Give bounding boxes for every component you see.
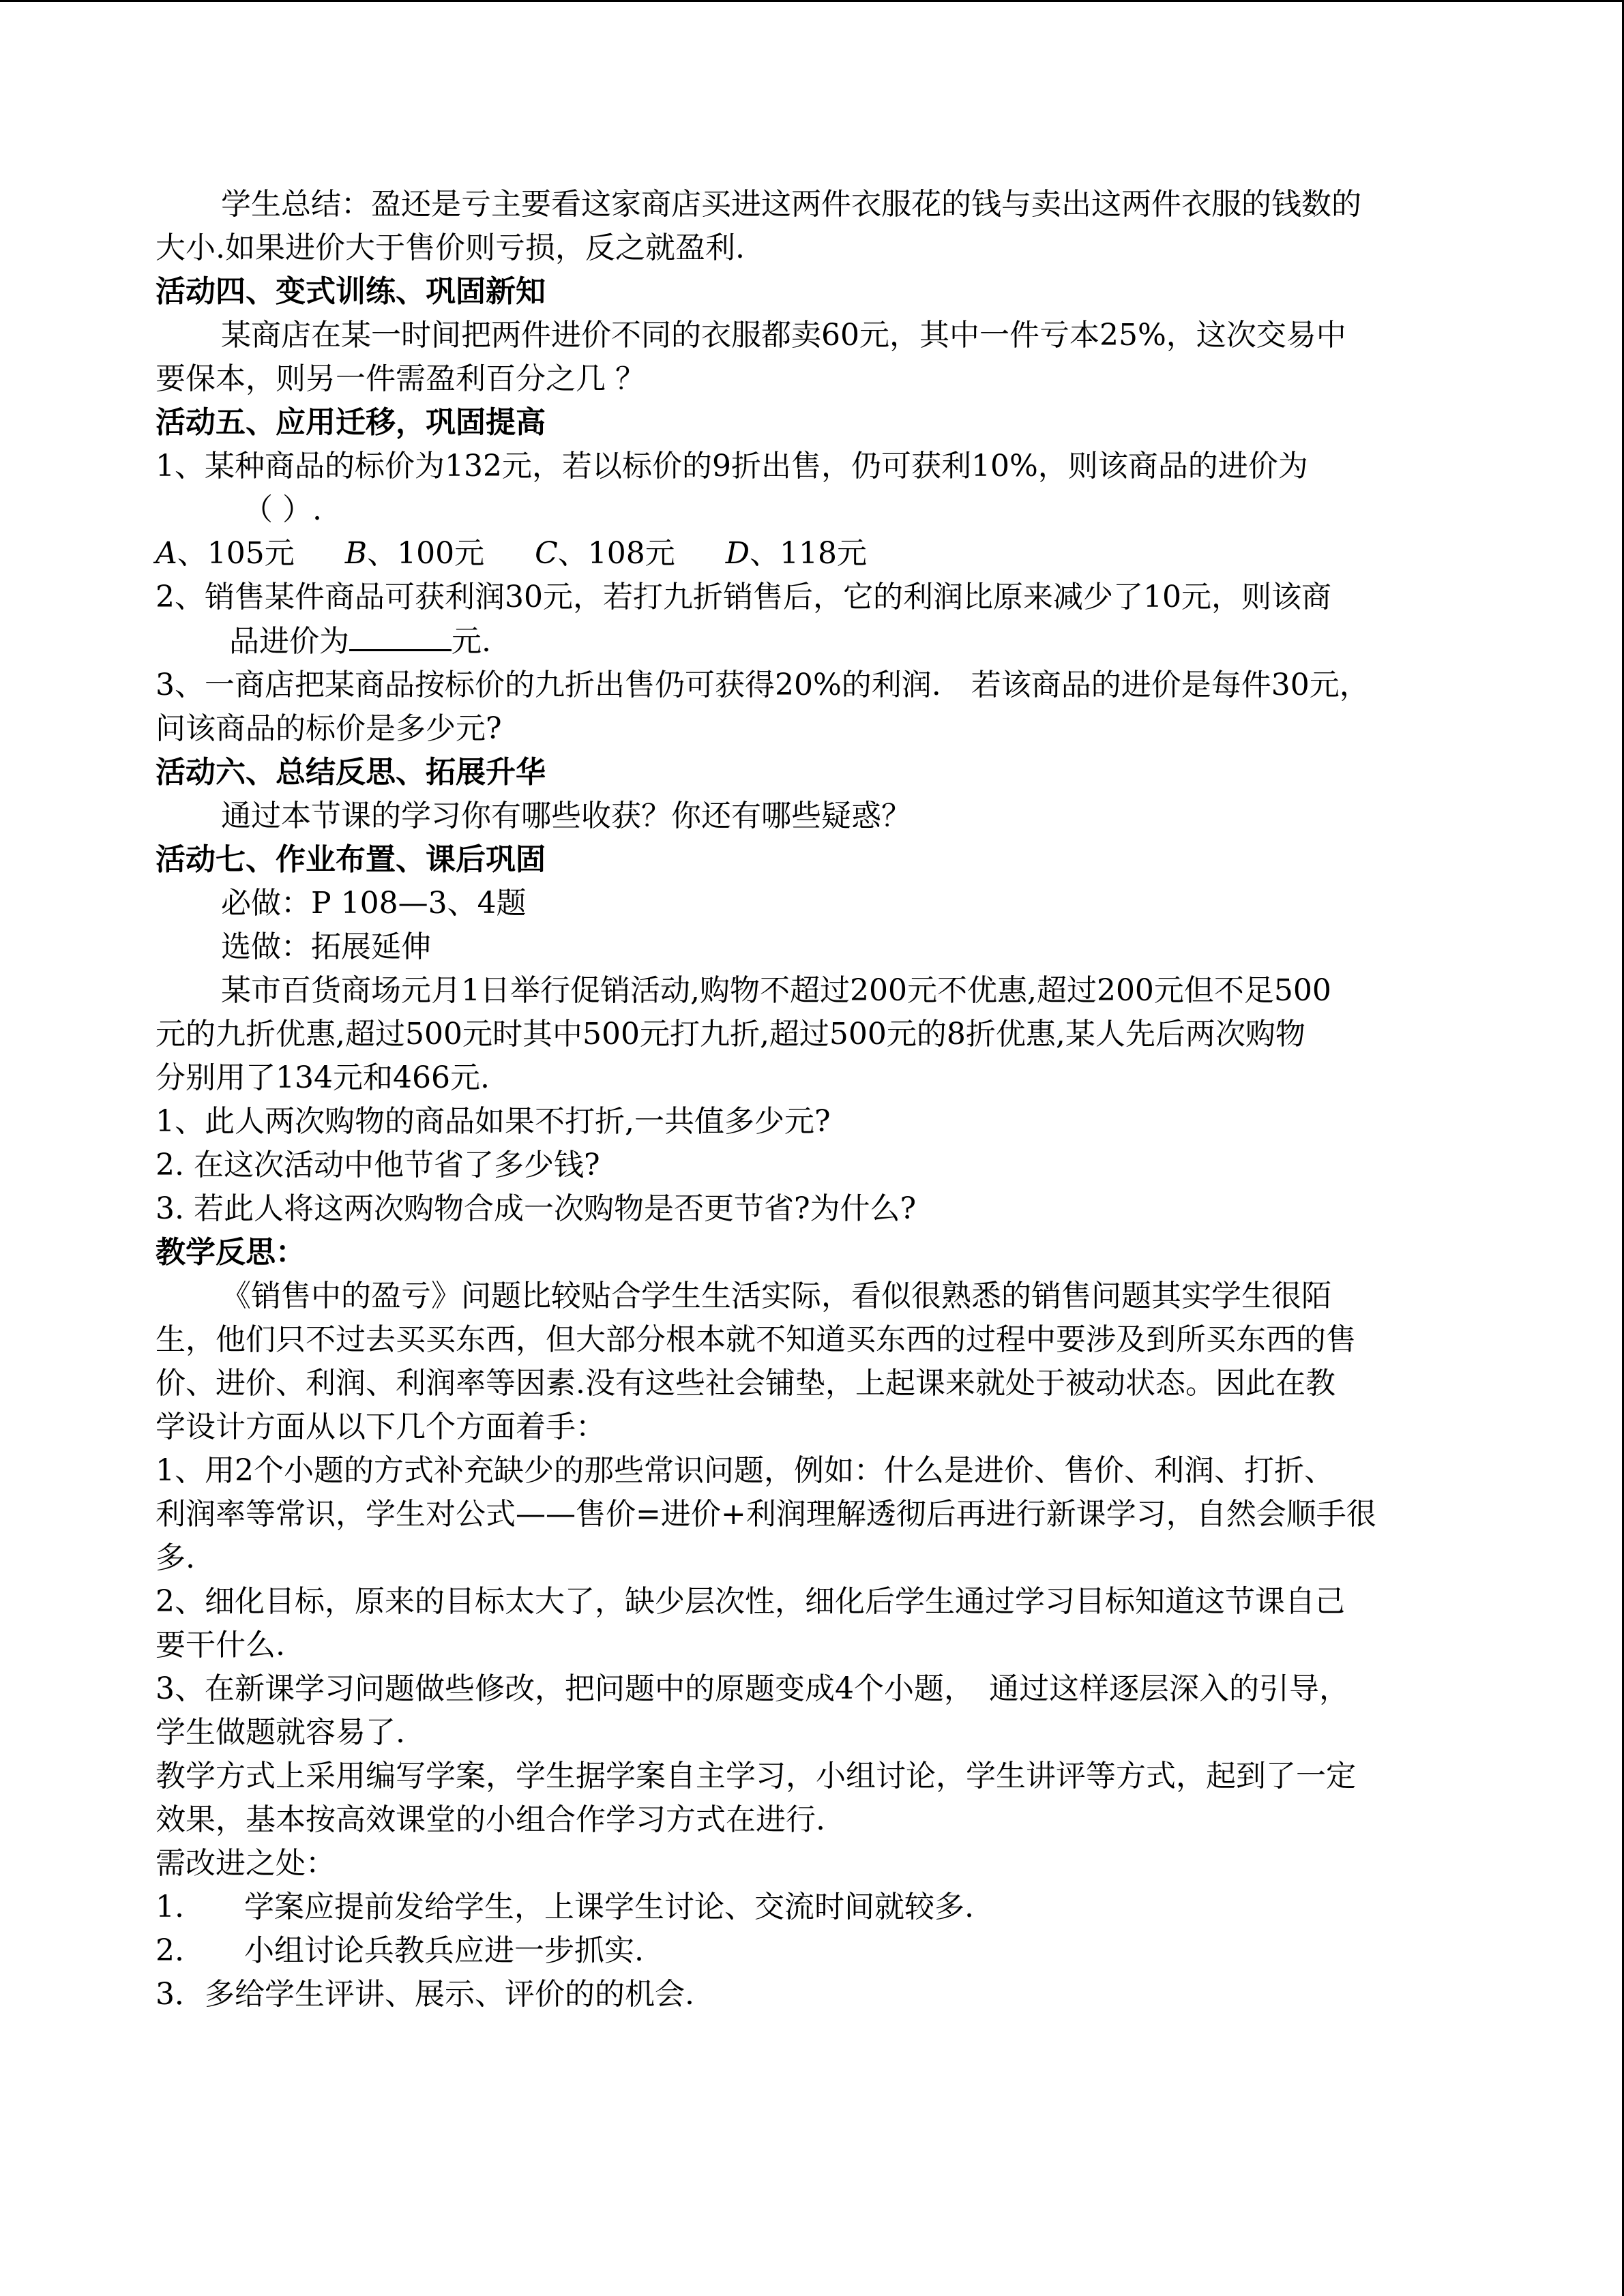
extension-line-2: 元的九折优惠,超过500元时其中500元打九折,超过500元的8折优惠,某人先后两次购物 bbox=[156, 1017, 1305, 1052]
option-b: B、100元 bbox=[344, 536, 485, 571]
homework-optional: 选做：拓展延伸 bbox=[221, 929, 431, 964]
answer-blank bbox=[349, 619, 452, 651]
paragraph-student-summary-line-2: 大小.如果进价大于售价则亏损，反之就盈利. bbox=[156, 230, 745, 265]
reflection-line-12: 教学方式上采用编写学案，学生据学案自主学习，小组讨论，学生讲评等方式，起到了一定 bbox=[156, 1759, 1356, 1793]
extension-line-3: 分别用了134元和466元. bbox=[156, 1060, 490, 1095]
paragraph-activity-4-line-2: 要保本，则另一件需盈利百分之几 ？ bbox=[156, 361, 645, 396]
option-a: A、105元 bbox=[156, 536, 295, 571]
extension-line-1: 某市百货商场元月1日举行促销活动,购物不超过200元不优惠,超过200元但不足500 bbox=[221, 973, 1331, 1008]
option-d: D、118元 bbox=[725, 536, 868, 571]
improvement-item-3: 3．多给学生评讲、展示、评价的的机会. bbox=[156, 1977, 694, 2012]
improvement-item-2: 2. 小组讨论兵教兵应进一步抓实. bbox=[156, 1933, 644, 1968]
heading-activity-6: 活动六、总结反思、拓展升华 bbox=[156, 755, 546, 790]
reflection-line-1: 《销售中的盈亏》问题比较贴合学生生活实际，看似很熟悉的销售问题其实学生很陌 bbox=[221, 1279, 1331, 1313]
reflection-line-7: 多. bbox=[156, 1540, 195, 1575]
page-border-top bbox=[0, 0, 1624, 2]
reflection-line-10: 3、在新课学习问题做些修改，把问题中的原题变成4个小题， 通过这样逐层深入的引导， bbox=[156, 1671, 1349, 1706]
reflection-line-5: 1、用2个小题的方式补充缺少的那些常识问题，例如：什么是进价、售价、利润、打折、 bbox=[156, 1453, 1334, 1488]
paragraph-student-summary-line-1: 学生总结：盈还是亏主要看这家商店买进这两件衣服花的钱与卖出这两件衣服的钱数的 bbox=[221, 187, 1361, 222]
question-2-line-1: 2、销售某件商品可获利润30元，若打九折销售后，它的利润比原来减少了10元，则该商 bbox=[156, 580, 1331, 614]
reflection-line-14: 需改进之处： bbox=[156, 1846, 336, 1881]
reflection-line-8: 2、细化目标，原来的目标太大了，缺少层次性，细化后学生通过学习目标知道这节课自己 bbox=[156, 1584, 1345, 1619]
option-c: C、108元 bbox=[535, 536, 675, 571]
reflection-line-2: 生，他们只不过去买买东西，但大部分根本就不知道买东西的过程中要涉及到所买东西的售 bbox=[156, 1322, 1356, 1357]
question-3-line-1: 3、一商店把某商品按标价的九折出售仍可获得20%的利润. 若该商品的进价是每件30元， bbox=[156, 668, 1370, 702]
heading-activity-7: 活动七、作业布置、课后巩固 bbox=[156, 842, 546, 877]
heading-teaching-reflection: 教学反思： bbox=[156, 1235, 306, 1270]
homework-required: 必做：P 108—3、4题 bbox=[221, 886, 527, 921]
heading-activity-4: 活动四、变式训练、巩固新知 bbox=[156, 274, 546, 309]
reflection-line-4: 学设计方面从以下几个方面着手： bbox=[156, 1410, 606, 1444]
question-2-line-2: 品进价为 元. bbox=[156, 619, 1472, 664]
reflection-line-6: 利润率等常识，学生对公式——售价=进价+利润理解透彻后再进行新课学习，自然会顺手很 bbox=[156, 1497, 1376, 1532]
paragraph-activity-4-line-1: 某商店在某一时间把两件进价不同的衣服都卖60元，其中一件亏本25%，这次交易中 bbox=[221, 318, 1346, 353]
reflection-line-11: 学生做题就容易了. bbox=[156, 1715, 405, 1750]
question-1-options bbox=[156, 532, 1472, 576]
question-1-line-1: 1、某种商品的标价为132元，若以标价的9折出售，仍可获利10%，则该商品的进价为 bbox=[156, 449, 1308, 483]
question-1-line-2: （ ）. bbox=[243, 492, 322, 527]
paragraph-activity-6: 通过本节课的学习你有哪些收获？你还有哪些疑惑？ bbox=[221, 799, 911, 833]
reflection-line-13: 效果，基本按高效课堂的小组合作学习方式在进行. bbox=[156, 1802, 825, 1837]
question-3-line-2: 问该商品的标价是多少元? bbox=[156, 711, 502, 746]
extension-question-3: 3. 若此人将这两次购物合成一次购物是否更节省?为什么? bbox=[156, 1191, 917, 1226]
reflection-line-9: 要干什么. bbox=[156, 1628, 285, 1663]
document-body bbox=[156, 183, 1472, 2016]
extension-question-2: 2. 在这次活动中他节省了多少钱? bbox=[156, 1148, 600, 1182]
reflection-line-3: 价、进价、利润、利润率等因素.没有这些社会铺垫，上起课来就处于被动状态。因此在教 bbox=[156, 1366, 1335, 1401]
extension-question-1: 1、此人两次购物的商品如果不打折,一共值多少元? bbox=[156, 1104, 831, 1139]
improvement-item-1: 1. 学案应提前发给学生，上课学生讨论、交流时间就较多. bbox=[156, 1890, 974, 1924]
heading-activity-5: 活动五、应用迁移，巩固提高 bbox=[156, 405, 546, 440]
